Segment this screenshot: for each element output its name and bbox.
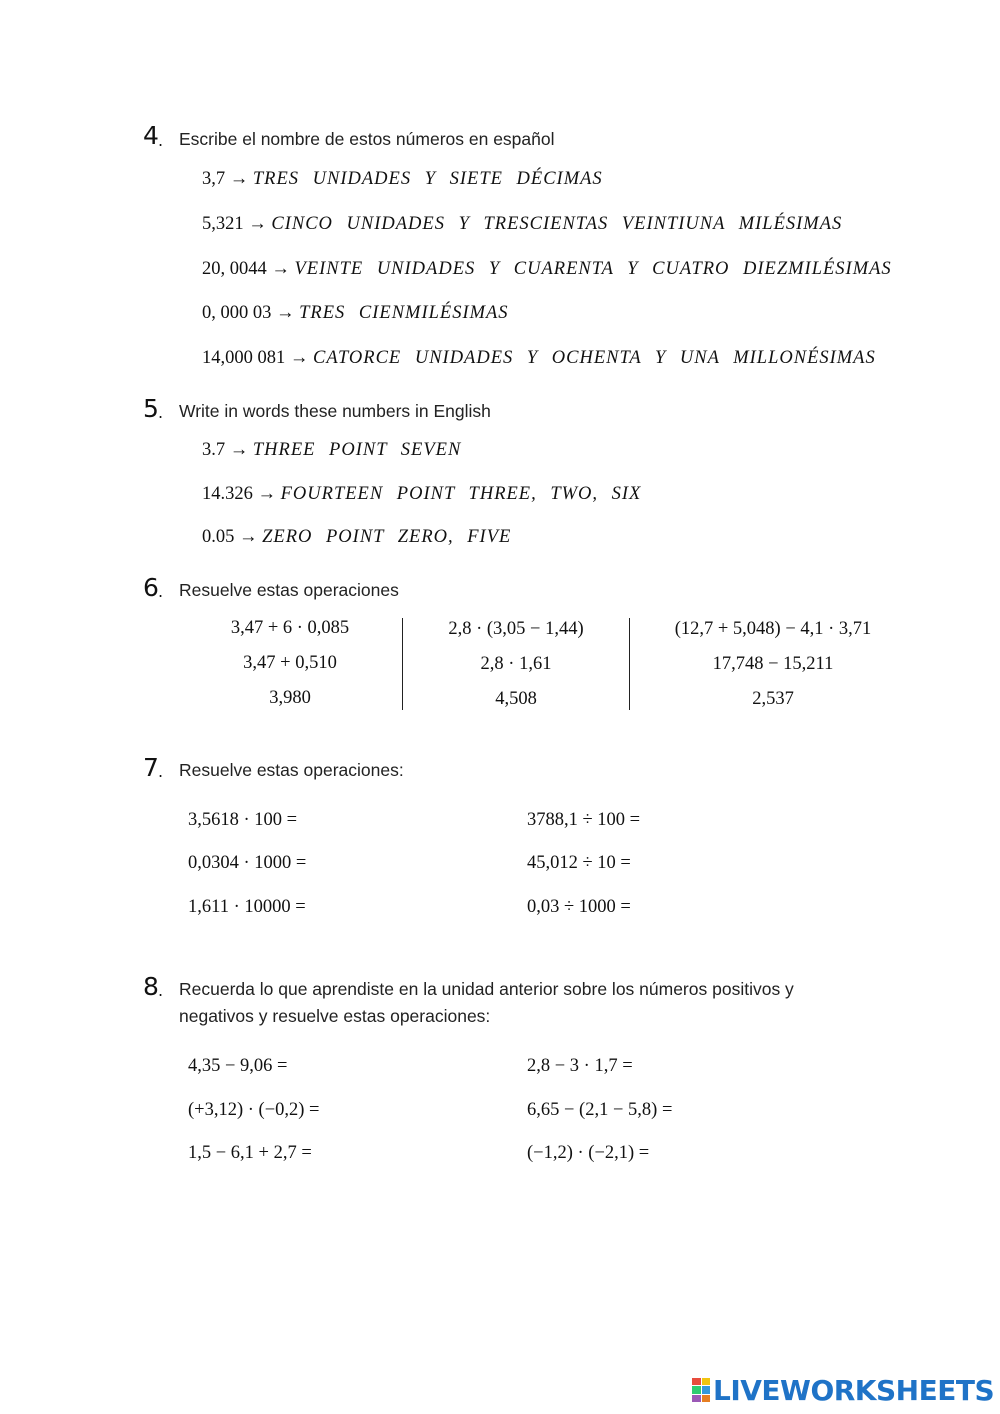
answer-line — [202, 440, 461, 461]
question-dot: . — [158, 582, 164, 601]
liveworksheets-grid-icon — [692, 1378, 710, 1402]
operation-exercise: (−1,2) · (−2,1) = — [527, 1143, 650, 1163]
answer-line — [202, 214, 842, 235]
number-expression: 3.7 → — [202, 440, 249, 460]
number-expression: 14,000 081 → — [202, 348, 309, 368]
operation-result: 4,508 — [495, 689, 537, 709]
logo-tile — [692, 1395, 701, 1402]
number-expression: 20, 0044 → — [202, 259, 290, 279]
operation-step: 3,47 + 0,510 — [243, 653, 337, 673]
number-name-answer: CATORCE UNIDADES Y OCHENTA Y UNA MILLONÉSIMAS — [313, 348, 876, 368]
question-number: 7 — [143, 753, 159, 782]
question-dot: . — [158, 403, 164, 422]
number-name-answer: THREE POINT SEVEN — [252, 440, 462, 460]
question-number: 4 — [143, 121, 159, 150]
number-expression: 0.05 → — [202, 527, 258, 547]
logo-tile — [702, 1378, 711, 1385]
question-number: 6 — [143, 573, 159, 602]
number-name-answer: TRES UNIDADES Y SIETE DÉCIMAS — [252, 169, 603, 189]
operation-exercise: 0,0304 · 1000 = — [188, 853, 307, 873]
liveworksheets-logo[interactable] — [692, 1373, 995, 1407]
question-instruction: Recuerda lo que aprendiste en la unidad anterior sobre los números positivos y — [179, 979, 794, 999]
operation-exercise: 45,012 ÷ 10 = — [527, 853, 631, 873]
number-expression: 3,7 → — [202, 169, 249, 189]
operation-exercise: 1,611 · 10000 = — [188, 897, 306, 917]
operation-exercise: 3788,1 ÷ 100 = — [527, 810, 641, 830]
number-expression: 14.326 → — [202, 484, 276, 504]
number-name-answer: TRES CIENMILÉSIMAS — [299, 303, 509, 323]
operation-exercise: 1,5 − 6,1 + 2,7 = — [188, 1143, 312, 1163]
question-instruction: Resuelve estas operaciones: — [179, 760, 404, 780]
operation-step: 2,8 · 1,61 — [480, 654, 552, 674]
operation-exercise: 0,03 ÷ 1000 = — [527, 897, 631, 917]
question-instruction-continued: negativos y resuelve estas operaciones: — [179, 1006, 491, 1026]
operation-exercise: 6,65 − (2,1 − 5,8) = — [527, 1100, 673, 1120]
question-dot: . — [158, 981, 164, 1000]
logo-text: LIVEWORKSHEETS — [713, 1373, 995, 1407]
number-expression: 5,321 → — [202, 214, 267, 234]
question-dot: . — [158, 762, 164, 781]
logo-tile — [702, 1395, 711, 1402]
operation-exercise: (+3,12) · (−0,2) = — [188, 1100, 320, 1120]
question-instruction: Write in words these numbers in English — [179, 401, 491, 421]
operation-step: 2,8 · (3,05 − 1,44) — [448, 619, 584, 639]
column-divider — [629, 618, 630, 710]
question-number: 5 — [143, 394, 159, 423]
operation-exercise: 3,5618 · 100 = — [188, 810, 298, 830]
answer-line — [202, 303, 509, 324]
logo-tile — [692, 1386, 701, 1393]
number-name-answer: FOURTEEN POINT THREE, TWO, SIX — [280, 484, 642, 504]
number-name-answer: VEINTE UNIDADES Y CUARENTA Y CUATRO DIEZMILÉSIMAS — [294, 259, 892, 279]
answer-line — [202, 348, 876, 369]
operation-step: 3,47 + 6 · 0,085 — [230, 618, 350, 638]
question-number: 8 — [143, 972, 159, 1001]
number-expression: 0, 000 03 → — [202, 303, 295, 323]
number-name-answer: CINCO UNIDADES Y TRESCIENTAS VEINTIUNA MILÉSIMAS — [271, 214, 843, 234]
question-dot: . — [158, 131, 164, 150]
operation-exercise: 2,8 − 3 · 1,7 = — [527, 1056, 633, 1076]
answer-line — [202, 169, 603, 190]
question-instruction: Escribe el nombre de estos números en español — [179, 129, 555, 149]
operation-exercise: 4,35 − 9,06 = — [188, 1056, 288, 1076]
operation-step: (12,7 + 5,048) − 4,1 · 3,71 — [674, 619, 872, 639]
operation-result: 2,537 — [752, 689, 794, 709]
logo-tile — [692, 1378, 701, 1385]
answer-line — [202, 259, 892, 280]
question-instruction: Resuelve estas operaciones — [179, 580, 399, 600]
answer-line — [202, 527, 511, 548]
logo-tile — [702, 1386, 711, 1393]
answer-line — [202, 484, 641, 505]
number-name-answer: ZERO POINT ZERO, FIVE — [262, 527, 512, 547]
operation-step: 17,748 − 15,211 — [712, 654, 834, 674]
operation-result: 3,980 — [269, 688, 311, 708]
